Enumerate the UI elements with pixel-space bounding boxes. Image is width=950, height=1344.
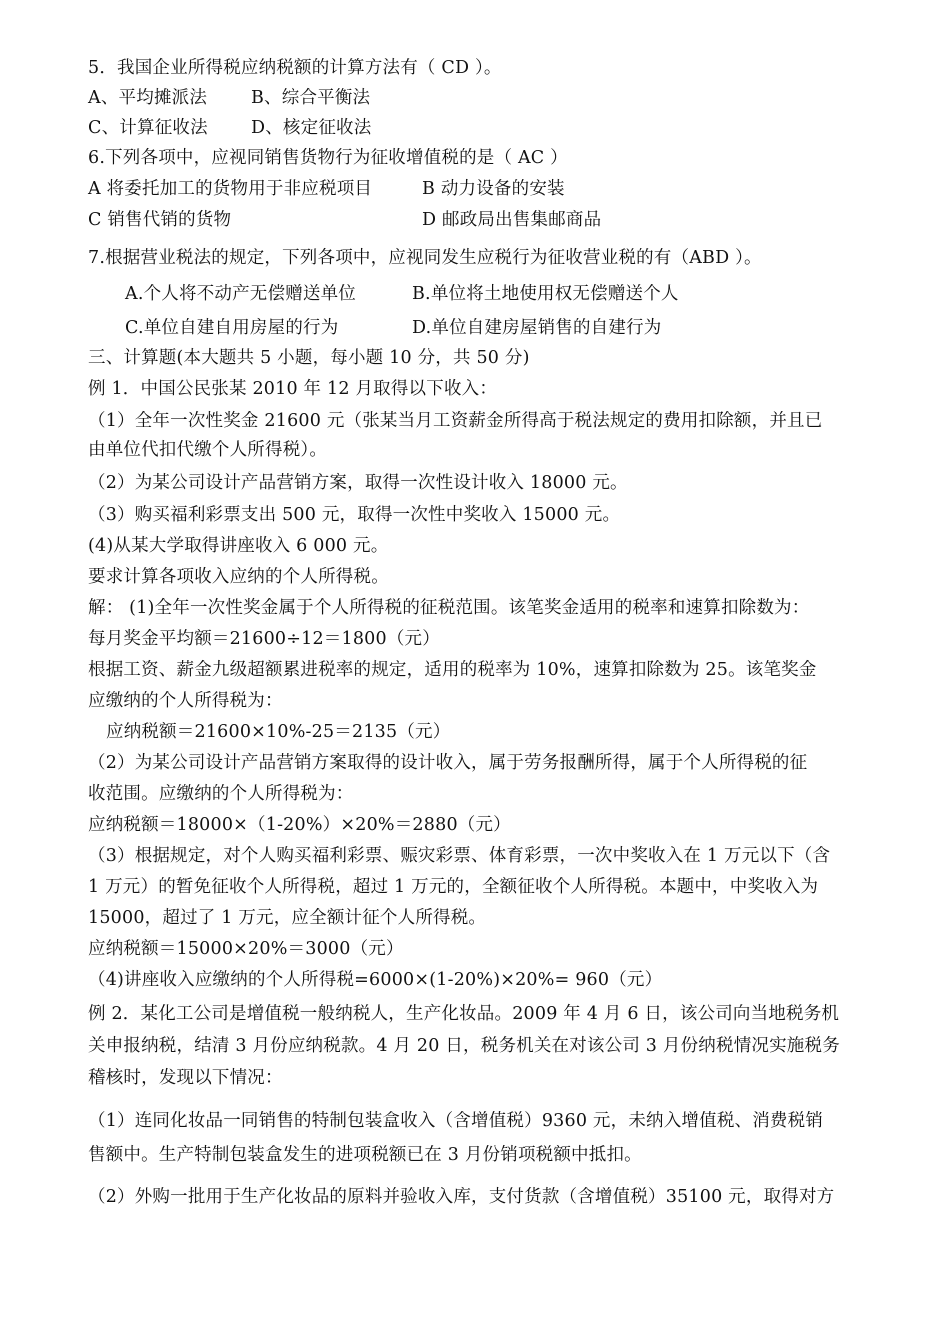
q6-stem: 6.下列各项中，应视同销售货物行为征收增值税的是（ AC ）: [88, 148, 568, 168]
example-1-solution-1-line-1: 解： (1)全年一次性奖金属于个人所得税的征税范围。该笔奖金适用的税率和速算扣除数为：: [88, 598, 810, 618]
example-1-item-1-line-1: （1）全年一次性奖金 21600 元（张某当月工资薪金所得高于税法规定的费用扣除额，并且已: [88, 411, 823, 431]
example-2-title-line-3: 稽核时，发现以下情况：: [88, 1068, 283, 1088]
q7-options-row-2: [125, 316, 662, 340]
q5-stem: 5．我国企业所得税应纳税额的计算方法有（ CD ）。: [88, 58, 502, 78]
example-2-title-line-2: 关申报纳税，结清 3 月份应纳税款。4 月 20 日，税务机关在对该公司 3 月份纳税情况实施税务: [88, 1036, 840, 1056]
example-1-solution-3-line-2: 1 万元）的暂免征收个人所得税，超过 1 万元的，全额征收个人所得税。本题中，中奖收入为: [88, 877, 819, 897]
q5-options-row-1: [88, 86, 371, 110]
q5-option-d: D、核定征收法: [251, 118, 372, 138]
q6-option-c: C 销售代销的货物: [88, 210, 232, 230]
example-1-item-3: （3）购买福利彩票支出 500 元，取得一次性中奖收入 15000 元。: [88, 505, 621, 525]
example-1-solution-3-line-3: 15000，超过了 1 万元，应全额计征个人所得税。: [88, 908, 487, 928]
example-1-solution-4: （4)讲座收入应缴纳的个人所得税=6000×(1-20%)×20%= 960（元）: [88, 970, 663, 990]
example-1-solution-2-formula: 应纳税额＝18000×（1-20%）×20%＝2880（元）: [88, 815, 511, 835]
example-2-title-line-1: 例 2．某化工公司是增值税一般纳税人，生产化妆品。2009 年 4 月 6 日，该公司向当地税务机: [88, 1004, 840, 1024]
example-2-item-1-line-2: 售额中。生产特制包装盒发生的进项税额已在 3 月份销项税额中抵扣。: [88, 1145, 642, 1165]
q7-option-a: A.个人将不动产无偿赠送单位: [125, 284, 356, 304]
example-1-solution-3-formula: 应纳税额＝15000×20%＝3000（元）: [88, 939, 404, 959]
example-1-item-1-line-2: 由单位代扣代缴个人所得税）。: [88, 440, 328, 460]
q7-option-c: C.单位自建自用房屋的行为: [125, 318, 339, 338]
example-1-solution-2-line-2: 收范围。应缴纳的个人所得税为：: [88, 784, 354, 804]
example-2-item-1-line-1: （1）连同化妆品一同销售的特制包装盒收入（含增值税）9360 元，未纳入增值税、消费税销: [88, 1111, 824, 1131]
q5-options-row-2: [88, 116, 372, 140]
example-1-solution-1-line-2: 每月奖金平均额＝21600÷12＝1800（元）: [88, 629, 440, 649]
q6-option-d: D 邮政局出售集邮商品: [422, 210, 602, 230]
q5-option-a: A、平均摊派法: [88, 88, 208, 108]
q7-stem: 7.根据营业税法的规定，下列各项中，应视同发生应税行为征收营业税的有（ABD ）。: [88, 248, 762, 268]
example-1-item-2: （2）为某公司设计产品营销方案，取得一次性设计收入 18000 元。: [88, 473, 628, 493]
example-1-solution-1-line-4: 应缴纳的个人所得税为：: [88, 691, 283, 711]
example-1-solution-3-line-1: （3）根据规定，对个人购买福利彩票、赈灾彩票、体育彩票，一次中奖收入在 1 万元以下（含: [88, 846, 831, 866]
q6-options-row-2: [88, 208, 602, 232]
example-2-item-2-line-1: （2）外购一批用于生产化妆品的原料并验收入库，支付货款（含增值税）35100 元，取得对方: [88, 1187, 835, 1207]
example-1-item-4: (4)从某大学取得讲座收入 6 000 元。: [88, 536, 389, 556]
q5-option-c: C、计算征收法: [88, 118, 208, 138]
q6-option-b: B 动力设备的安装: [422, 179, 565, 199]
example-1-title: 例 1．中国公民张某 2010 年 12 月取得以下收入：: [88, 379, 498, 399]
section-heading-calculation: 三、计算题(本大题共 5 小题，每小题 10 分，共 50 分): [88, 348, 530, 368]
example-1-requirement: 要求计算各项收入应纳的个人所得税。: [88, 567, 389, 587]
q6-options-row-1: [88, 177, 565, 201]
q5-option-b: B、综合平衡法: [251, 88, 371, 108]
example-1-solution-1-line-3: 根据工资、薪金九级超额累进税率的规定，适用的税率为 10%，速算扣除数为 25。该笔奖金: [88, 660, 817, 680]
q7-option-d: D.单位自建房屋销售的自建行为: [412, 318, 662, 338]
q7-option-b: B.单位将土地使用权无偿赠送个人: [412, 284, 679, 304]
example-1-solution-1-formula: 应纳税额＝21600×10%-25＝2135（元）: [106, 722, 451, 742]
q6-option-a: A 将委托加工的货物用于非应税项目: [88, 179, 373, 199]
q7-options-row-1: [125, 282, 679, 306]
example-1-solution-2-line-1: （2）为某公司设计产品营销方案取得的设计收入，属于劳务报酬所得，属于个人所得税的征: [88, 753, 808, 773]
